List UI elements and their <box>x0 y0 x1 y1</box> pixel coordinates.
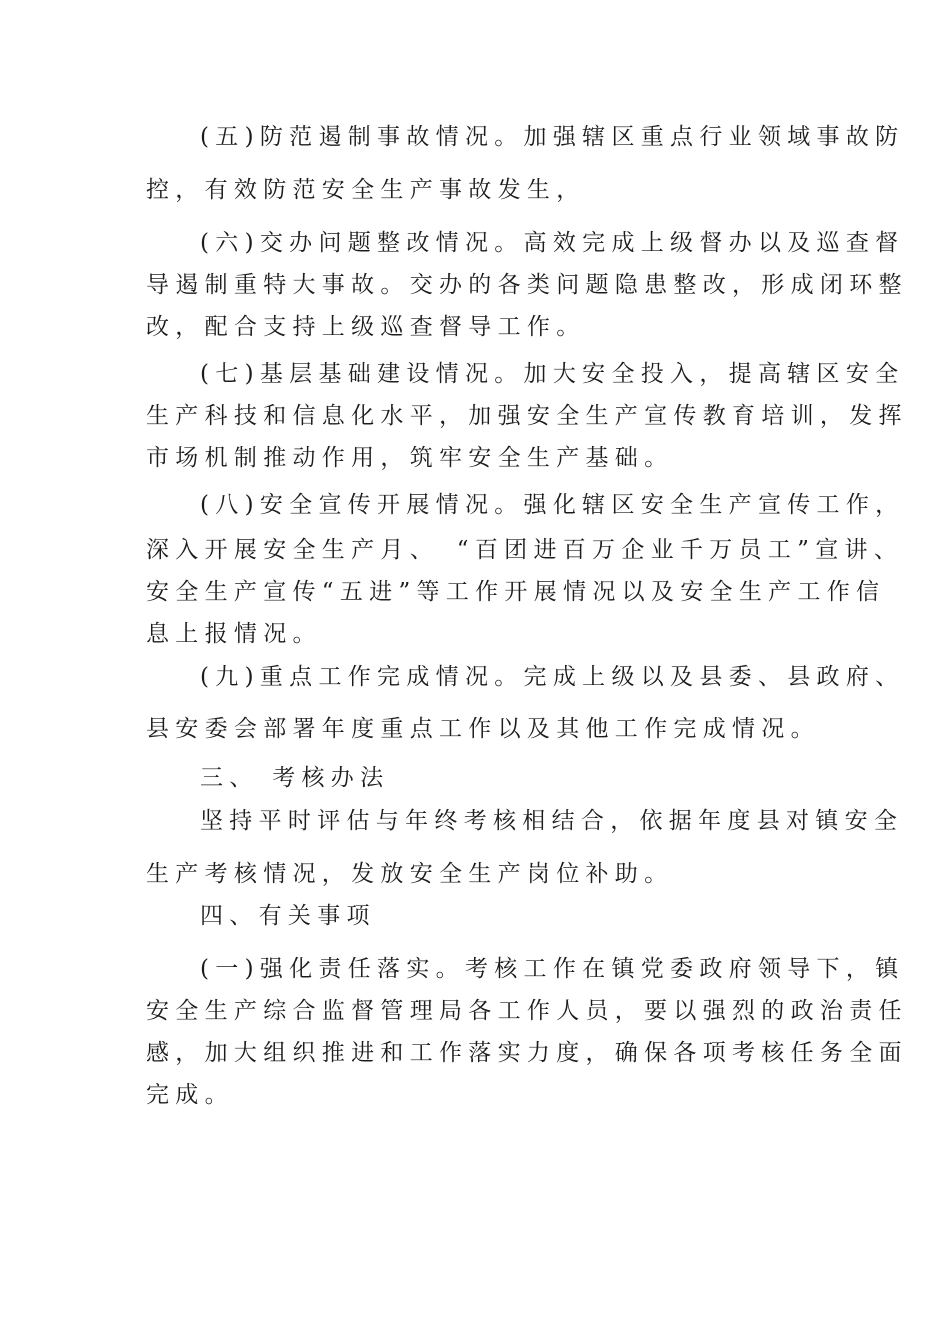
paragraph-7-line-3: 市场机制推动作用，筑牢安全生产基础。 <box>146 445 674 471</box>
paragraph-9-line-1: (九)重点工作完成情况。完成上级以及县委、县政府、 <box>200 664 905 690</box>
paragraph-5-line-1: (五)防范遏制事故情况。加强辖区重点行业领域事故防 <box>200 124 905 150</box>
paragraph-9-line-2: 县安委会部署年度重点工作以及其他工作完成情况。 <box>146 716 820 742</box>
paragraph-6-line-1: (六)交办问题整改情况。高效完成上级督办以及巡查督 <box>200 230 905 256</box>
item-1-line-4: 完成。 <box>146 1082 234 1108</box>
item-1-line-3: 感，加大组织推进和工作落实力度，确保各项考核任务全面 <box>146 1040 908 1066</box>
paragraph-6-line-2: 导遏制重特大事故。交办的各类问题隐患整改，形成闭环整 <box>146 272 908 298</box>
paragraph-6-line-3: 改，配合支持上级巡查督导工作。 <box>146 314 586 340</box>
paragraph-7-line-1: (七)基层基础建设情况。加大安全投入，提高辖区安全 <box>200 361 905 387</box>
paragraph-7-line-2: 生产科技和信息化水平，加强安全生产宣传教育培训，发挥 <box>146 403 908 429</box>
section-3-heading: 三、 考核办法 <box>200 765 390 791</box>
section-3-paragraph-line-2: 生产考核情况，发放安全生产岗位补助。 <box>146 861 674 887</box>
paragraph-5-line-2: 控，有效防范安全生产事故发生， <box>146 177 586 203</box>
section-3-paragraph-line-1: 坚持平时评估与年终考核相结合，依据年度县对镇安全 <box>200 808 904 834</box>
paragraph-8-line-3: 安全生产宣传“五进”等工作开展情况以及安全生产工作信 <box>146 579 886 605</box>
item-1-line-2: 安全生产综合监督管理局各工作人员，要以强烈的政治责任 <box>146 998 908 1024</box>
section-4-heading: 四、有关事项 <box>200 903 376 929</box>
paragraph-8-line-2: 深入开展安全生产月、 “百团进百万企业千万员工”宣讲、 <box>146 537 904 563</box>
paragraph-8-line-1: (八)安全宣传开展情况。强化辖区安全生产宣传工作， <box>200 492 905 518</box>
paragraph-8-line-4: 息上报情况。 <box>146 621 322 647</box>
item-1-line-1: (一)强化责任落实。考核工作在镇党委政府领导下，镇 <box>200 956 905 982</box>
